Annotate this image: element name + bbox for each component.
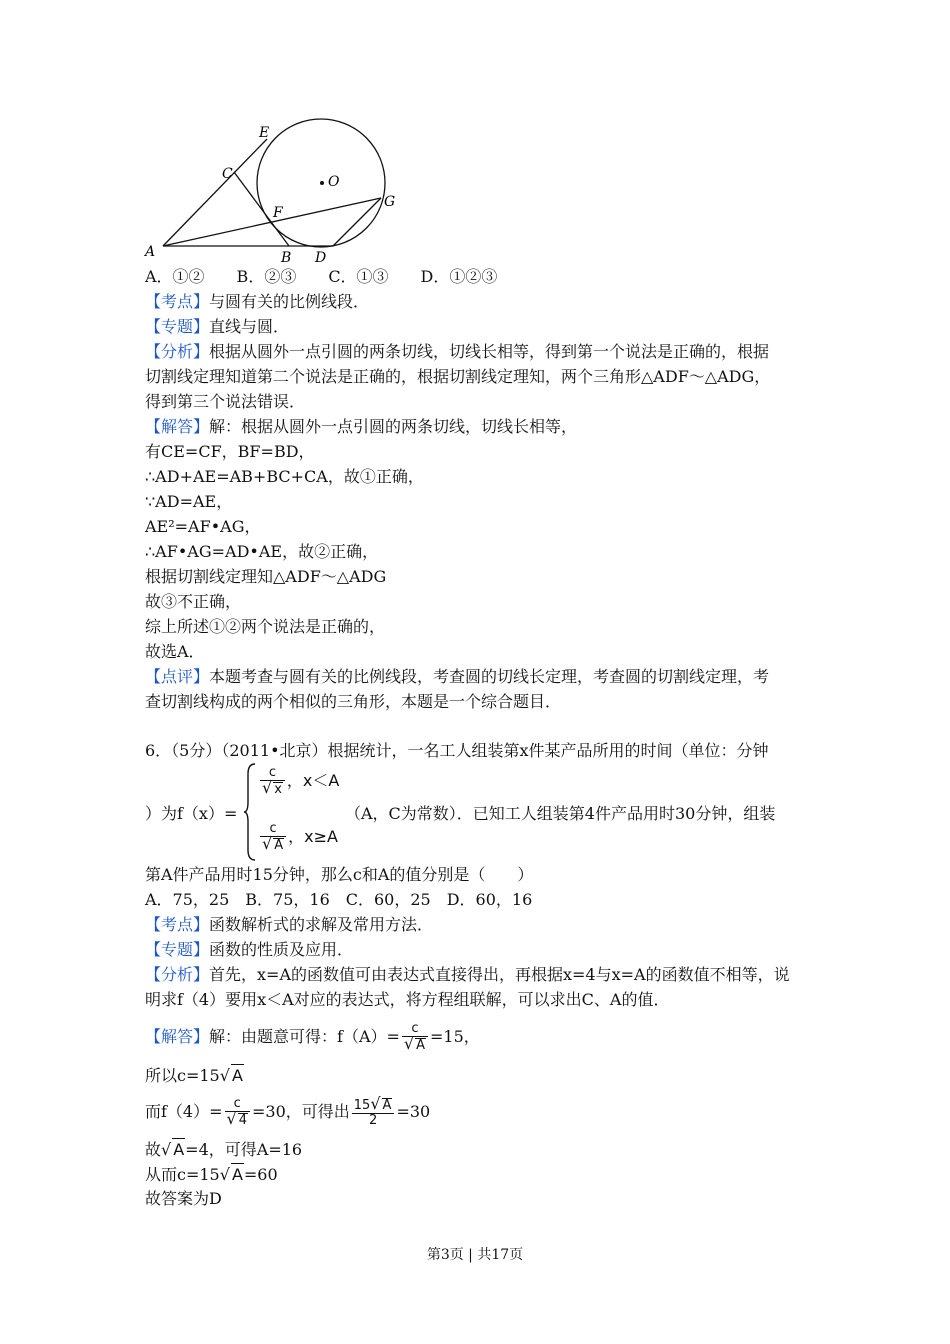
page-footer: 第3页 | 共17页 xyxy=(426,1247,524,1263)
l3-fraction: $\frac{c}{√ 4}$ xyxy=(225,1097,250,1128)
label-g: G xyxy=(384,194,396,210)
label-o: O xyxy=(328,174,340,190)
q6-line-3 xyxy=(145,1094,431,1128)
q5-fenxi-2: 切割线定理知道第二个说法是正确的，根据切割线定理知，两个三角形△ADF～△ADG， xyxy=(145,367,771,386)
label-b: B xyxy=(281,250,292,266)
dianping-text-1: 本题考查与圆有关的比例线段，考查圆的切线长定理，考查圆的切割线定理，考 xyxy=(209,667,770,686)
q6-options: A．75，25 B．75，16 C．60，25 D．60，16 xyxy=(145,890,533,909)
piece-1-fraction: $\frac{c}{√ x}$ xyxy=(260,766,285,797)
l3-num2: 15 xyxy=(353,1098,371,1113)
fenxi-tag: 【分析】 xyxy=(145,342,210,361)
jieda-tag: 【解答】 xyxy=(145,1027,210,1046)
q6-fenxi-2: 明求f（4）要用x＜A对应的表达式，将方程组联解，可以求出C、A的值． xyxy=(145,990,670,1009)
q6-kaodian xyxy=(145,914,433,936)
label-e: E xyxy=(259,125,270,141)
l2-pre: 所以c=15 xyxy=(145,1066,220,1085)
zhuanti-tag: 【专题】 xyxy=(145,940,210,959)
q5-line: AE²=AF•AG， xyxy=(145,517,261,536)
kaodian-tag: 【考点】 xyxy=(145,915,210,934)
q6-line-6: 故答案为D xyxy=(145,1189,222,1208)
l3-den2: 2 xyxy=(368,1113,378,1128)
q5-dianping xyxy=(145,666,769,688)
zhuanti-tag: 【专题】 xyxy=(145,317,210,336)
q5-line: ∴AD+AE=AB+BC+CA，故①正确， xyxy=(145,467,424,486)
jieda-pre: 解：由题意可得：f（A）= xyxy=(209,1027,400,1046)
q5-line: ∴AF•AG=AD•AE，故②正确， xyxy=(145,542,379,561)
l3-mid: =30，可得出 xyxy=(252,1102,350,1121)
l4-pre: 故 xyxy=(145,1140,162,1159)
q6-stem-1: 6．（5分）（2011•北京）根据统计，一名工人组装第x件某产品所用的时间（单位：分钟 xyxy=(145,741,769,760)
q6-stem-3: 第A件产品用时15分钟，那么c和A的值分别是（ ） xyxy=(145,865,534,884)
circle-tangent-figure xyxy=(140,118,410,268)
jieda-post: =15， xyxy=(430,1027,480,1046)
q6-line-5: 从而c=15√ A=60 xyxy=(145,1165,278,1184)
l4-post: =4，可得A=16 xyxy=(185,1140,303,1159)
q6-fenxi xyxy=(145,964,790,986)
l3-post: =30 xyxy=(396,1102,431,1121)
q5-jieda xyxy=(145,416,577,438)
dianping-tag: 【点评】 xyxy=(145,667,210,686)
label-c: C xyxy=(222,166,233,182)
q5-kaodian xyxy=(145,291,369,313)
q5-zhuanti xyxy=(145,316,289,338)
label-d: D xyxy=(315,250,327,266)
fenxi-text-1: 首先，x=A的函数值可由表达式直接得出，再根据x=4与x=A的函数值不相等，说 xyxy=(209,965,790,984)
jieda-fraction: $\frac{c}{√ A}$ xyxy=(402,1022,428,1053)
piece-1-cond: ，x＜A xyxy=(286,771,340,790)
q5-line: 故选A． xyxy=(145,642,205,661)
l5-pre: 从而c=15 xyxy=(145,1165,220,1184)
q5-line: 根据切割线定理知△ADF～△ADG xyxy=(145,567,387,586)
q6-zhuanti xyxy=(145,939,353,961)
q5-options: A．①② B．②③ C．①③ D．①②③ xyxy=(145,267,498,286)
zhuanti-text: 函数的性质及应用． xyxy=(209,940,354,959)
l2-rad: A xyxy=(231,1066,243,1085)
jieda-text-1: 解：根据从圆外一点引圆的两条切线，切线长相等， xyxy=(209,417,578,436)
piece-2-fraction: $\frac{c}{√ A}$ xyxy=(260,822,286,853)
q5-dianping-2: 查切割线构成的两个相似的三角形，本题是一个综合题目． xyxy=(145,692,562,711)
q6-line-2: 所以c=15√ A xyxy=(145,1066,243,1085)
q5-line: ∵AD=AE， xyxy=(145,492,233,511)
l4-rad: A xyxy=(173,1140,185,1159)
kaodian-text: 与圆有关的比例线段． xyxy=(209,292,370,311)
jieda-num: c xyxy=(402,1022,428,1037)
piece-1 xyxy=(258,766,339,797)
label-a: A xyxy=(145,244,156,260)
l3-rad2: A xyxy=(382,1098,392,1113)
kaodian-tag: 【考点】 xyxy=(145,292,210,311)
piece-2-num: c xyxy=(260,822,286,837)
left-brace-icon xyxy=(243,762,257,862)
piece-1-den: x xyxy=(274,782,282,797)
q5-line: 有CE=CF，BF=BD， xyxy=(145,442,315,461)
l3-den: 4 xyxy=(238,1113,247,1128)
piece-1-num: c xyxy=(260,766,285,781)
q6-stem-2a: ）为f（x）= xyxy=(145,804,238,823)
kaodian-text: 函数解析式的求解及常用方法． xyxy=(209,915,434,934)
line-d-g xyxy=(333,198,381,246)
piece-2 xyxy=(258,822,338,853)
q5-line: 故③不正确， xyxy=(145,592,242,611)
l3-num: c xyxy=(225,1097,250,1112)
q6-jieda xyxy=(145,1022,480,1053)
center-dot xyxy=(320,181,324,185)
l3-pre: 而f（4）= xyxy=(145,1102,223,1121)
l5-rad: A xyxy=(231,1165,243,1184)
q6-stem-2b: （A，C为常数）．已知工人组装第4件产品用时30分钟，组装 xyxy=(345,804,776,823)
zhuanti-text: 直线与圆． xyxy=(209,317,290,336)
fenxi-tag: 【分析】 xyxy=(145,965,210,984)
piece-2-den: A xyxy=(274,838,284,853)
jieda-den: A xyxy=(416,1038,426,1053)
q5-fenxi xyxy=(145,341,769,363)
piece-2-cond: ，x≥A xyxy=(288,827,338,846)
line-a-g xyxy=(163,198,381,246)
l5-post: =60 xyxy=(243,1165,278,1184)
l3-fraction-2: $\frac{15√ A}{2}$ xyxy=(352,1097,395,1128)
fenxi-text-1: 根据从圆外一点引圆的两条切线，切线长相等，得到第一个说法是正确的，根据 xyxy=(209,342,770,361)
jieda-tag: 【解答】 xyxy=(145,417,210,436)
label-f: F xyxy=(273,205,283,221)
q6-line-4: 故√ A=4，可得A=16 xyxy=(145,1140,303,1159)
q5-line: 综上所述①②两个说法是正确的， xyxy=(145,617,386,636)
q5-fenxi-3: 得到第三个说法错误． xyxy=(145,392,306,411)
line-a-e xyxy=(163,139,267,246)
